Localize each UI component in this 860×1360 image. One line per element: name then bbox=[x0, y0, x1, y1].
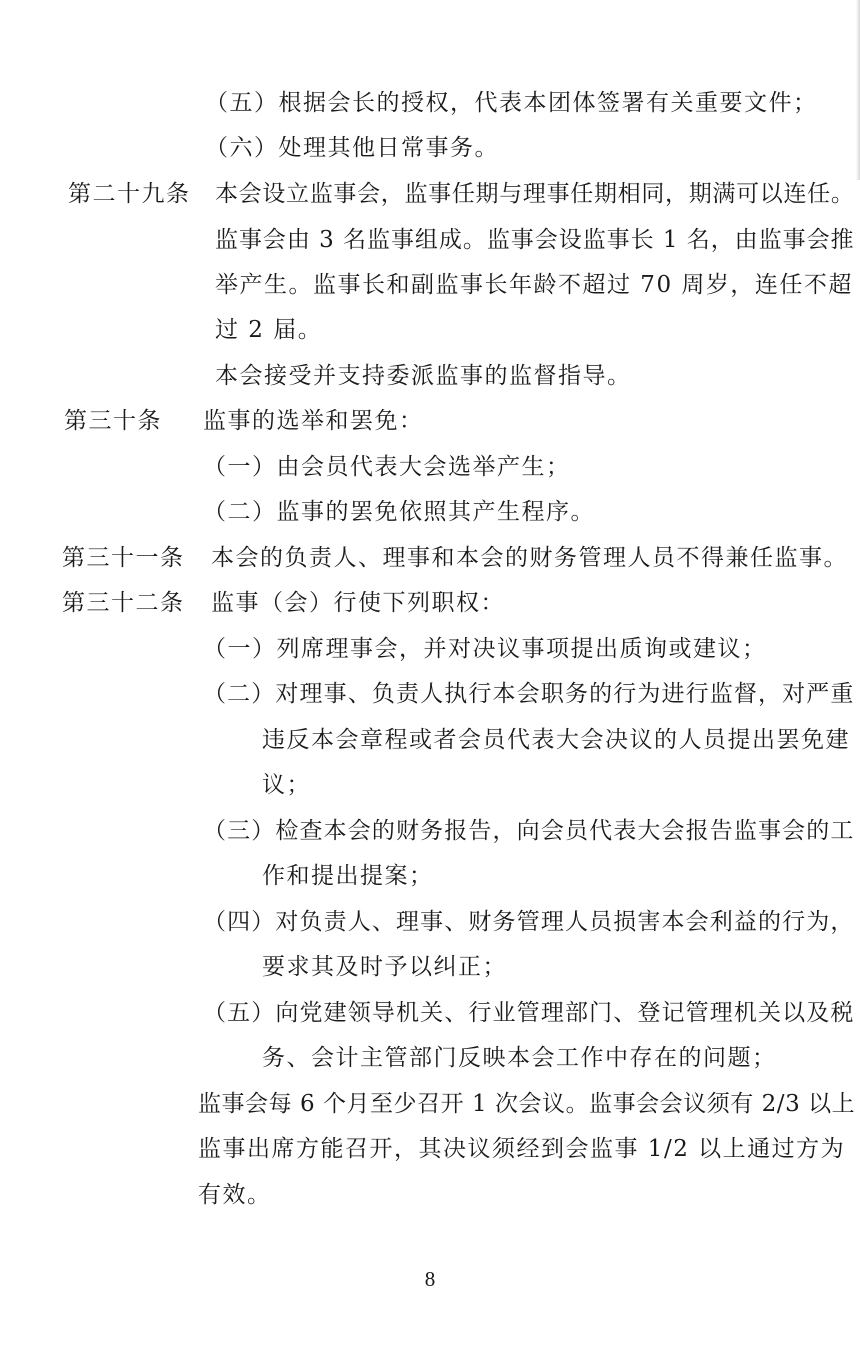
clause-line: （二）对理事、负责人执行本会职务的行为进行监督，对严重 bbox=[203, 681, 855, 707]
article-line: 监事会由 3 名监事组成。监事会设监事长 1 名，由监事会推 bbox=[215, 227, 855, 253]
article-31-title: 第三十一条 bbox=[62, 545, 185, 571]
article-line: 监事（会）行使下列职权： bbox=[211, 590, 505, 616]
article-line: 监事的选举和罢免： bbox=[203, 408, 424, 434]
clause-line: （五）向党建领导机关、行业管理部门、登记管理机关以及税 bbox=[203, 1000, 855, 1026]
clause-line: （二）监事的罢免依照其产生程序。 bbox=[203, 499, 595, 525]
paragraph-line: 有效。 bbox=[198, 1182, 272, 1208]
clause-line: 作和提出提案； bbox=[262, 863, 434, 889]
article-line: 过 2 届。 bbox=[215, 317, 323, 343]
clause-line: （三）检查本会的财务报告，向会员代表大会报告监事会的工 bbox=[203, 818, 855, 844]
clause-line: （四）对负责人、理事、财务管理人员损害本会利益的行为， bbox=[203, 909, 855, 935]
article-line: 本会设立监事会，监事任期与理事任期相同，期满可以连任。 bbox=[215, 181, 855, 207]
clause-line: （一）由会员代表大会选举产生； bbox=[203, 454, 571, 480]
clause-line: 议； bbox=[262, 772, 311, 798]
article-line: 举产生。监事长和副监事长年龄不超过 70 周岁，连任不超 bbox=[215, 272, 853, 298]
paragraph-line: 监事出席方能召开，其决议须经到会监事 1/2 以上通过方为 bbox=[198, 1136, 846, 1162]
article-32-title: 第三十二条 bbox=[62, 590, 185, 616]
clause-line: （六）处理其他日常事务。 bbox=[205, 135, 499, 161]
page-number: 8 bbox=[424, 1267, 436, 1291]
clause-line: 违反本会章程或者会员代表大会决议的人员提出罢免建 bbox=[262, 727, 850, 753]
article-30-title: 第三十条 bbox=[64, 408, 162, 434]
paragraph-line: 监事会每 6 个月至少召开 1 次会议。监事会会议须有 2/3 以上 bbox=[198, 1091, 856, 1117]
article-line: 本会接受并支持委派监事的监督指导。 bbox=[215, 363, 632, 389]
article-29-title: 第二十九条 bbox=[68, 181, 191, 207]
clause-line: 务、会计主管部门反映本会工作中存在的问题； bbox=[262, 1045, 777, 1071]
clause-line: 要求其及时予以纠正； bbox=[262, 954, 507, 980]
scan-edge-shadow bbox=[856, 0, 860, 180]
article-line: 本会的负责人、理事和本会的财务管理人员不得兼任监事。 bbox=[211, 545, 848, 571]
clause-line: （五）根据会长的授权，代表本团体签署有关重要文件； bbox=[205, 90, 818, 116]
clause-line: （一）列席理事会，并对决议事项提出质询或建议； bbox=[203, 636, 767, 662]
